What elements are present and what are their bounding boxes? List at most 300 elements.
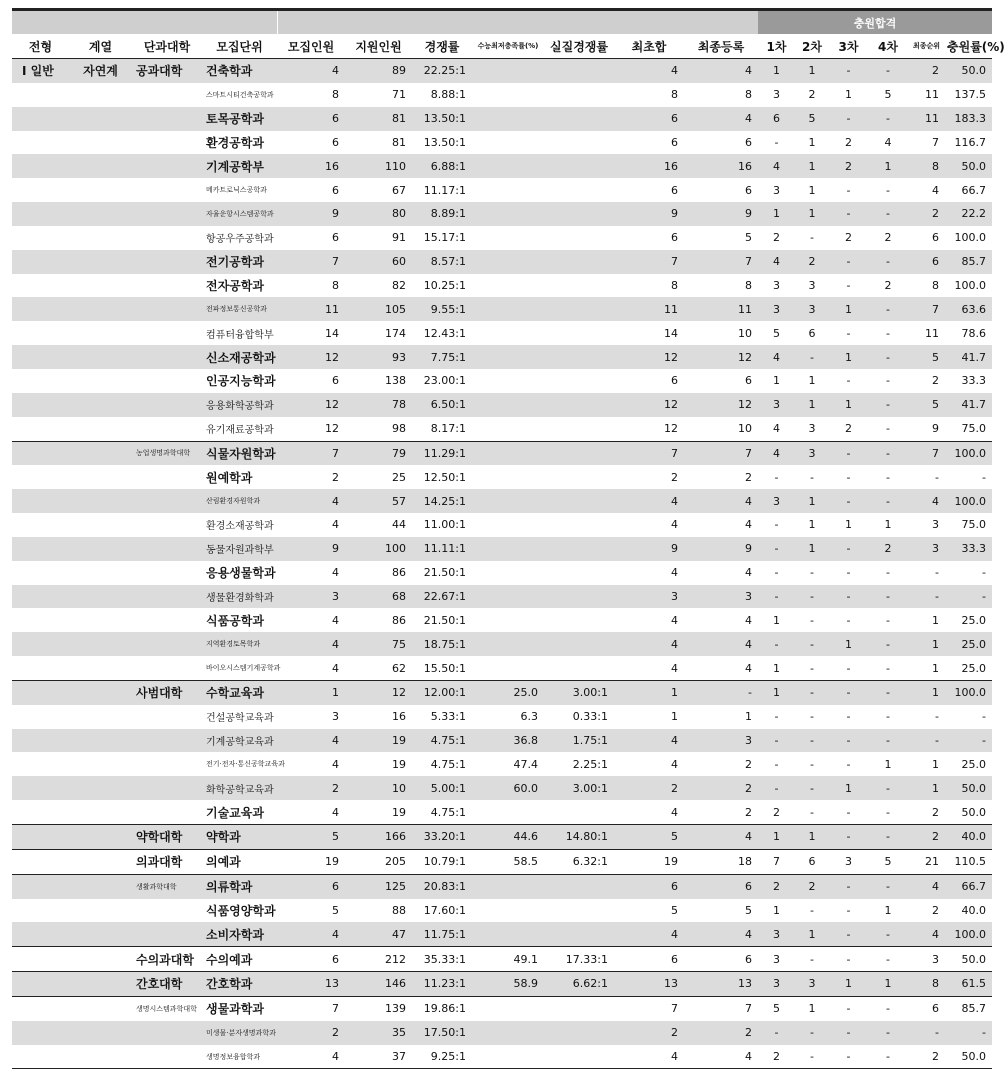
col-field-cell xyxy=(69,393,132,417)
col-college-header: 단과대학 xyxy=(132,34,202,59)
col-csat-rate-cell xyxy=(472,608,544,632)
col-fill-rate-cell: 75.0 xyxy=(961,422,987,436)
col-quota-cell: 9 xyxy=(277,537,345,561)
col-csat-rate-cell xyxy=(472,107,544,131)
col-ratio-cell: 9.25:1 xyxy=(412,1045,472,1069)
col-unit-cell: 전파정보통신공학과 xyxy=(202,297,277,321)
col-round-4-cell: - xyxy=(886,374,890,388)
col-final-rank-cell: 5 xyxy=(908,393,945,417)
col-fill-rate-cell: 85.7 xyxy=(945,250,992,274)
col-first-pass-cell: 4 xyxy=(614,59,684,83)
col-applicants-cell: 35 xyxy=(345,1021,412,1045)
col-fill-rate-cell: 100.0 xyxy=(945,489,992,513)
col-real-ratio-cell: 0.33:1 xyxy=(572,710,608,724)
col-round-1-cell: 1 xyxy=(773,661,781,675)
col-fill-rate-cell: 33.3 xyxy=(945,537,992,561)
col-fill-rate-cell: 41.7 xyxy=(945,393,992,417)
col-college-cell xyxy=(132,899,202,923)
col-field-cell xyxy=(69,776,132,800)
col-real-ratio-cell xyxy=(544,656,614,680)
table-row xyxy=(12,632,992,656)
col-quota-cell: 4 xyxy=(332,613,339,627)
col-field-cell xyxy=(69,922,132,946)
col-ratio-cell: 12.50:1 xyxy=(423,470,466,484)
col-round-3-cell: - xyxy=(829,250,868,274)
col-college-cell xyxy=(132,154,202,178)
col-final-reg-cell: 4 xyxy=(745,566,753,580)
col-quota-cell: 19 xyxy=(277,849,345,874)
col-round-4-header: 4차 xyxy=(868,34,908,59)
col-round-1-cell: - xyxy=(758,729,795,753)
col-track-cell xyxy=(12,899,69,923)
col-round-3-cell: - xyxy=(829,202,868,226)
col-ratio-cell: 21.50:1 xyxy=(423,613,466,627)
col-fill-rate-cell: 66.7 xyxy=(961,183,987,197)
table-row xyxy=(12,274,992,298)
col-track-cell xyxy=(12,680,69,704)
col-real-ratio-cell xyxy=(544,489,614,513)
table-row xyxy=(12,59,992,83)
col-final-reg-cell: 3 xyxy=(684,585,758,609)
col-real-ratio-cell xyxy=(544,59,614,83)
col-field-cell xyxy=(69,585,132,609)
col-round-2-cell: 1 xyxy=(795,393,829,417)
col-round-2-cell: - xyxy=(795,1045,829,1069)
col-first-pass-cell: 6 xyxy=(671,374,678,388)
col-round-3-cell: - xyxy=(846,805,851,819)
col-round-1-cell: 2 xyxy=(758,1045,795,1069)
col-real-ratio-cell xyxy=(544,393,614,417)
col-field-cell xyxy=(69,321,132,345)
col-college-cell: 간호대학 xyxy=(132,972,202,997)
col-round-2-cell: 2 xyxy=(795,874,829,898)
col-unit-cell: 생명정보융합학과 xyxy=(202,1045,277,1069)
col-applicants-cell: 105 xyxy=(345,297,412,321)
col-applicants-header: 지원인원 xyxy=(345,34,412,59)
col-unit-cell: 건설공학교육과 xyxy=(206,713,274,725)
col-final-rank-cell: 11 xyxy=(908,107,945,131)
col-final-reg-cell: 4 xyxy=(684,59,758,83)
col-first-pass-cell: 9 xyxy=(614,202,684,226)
col-round-2-cell: - xyxy=(810,470,814,484)
col-round-4-cell: - xyxy=(868,825,908,850)
col-final-reg-cell: 7 xyxy=(684,996,758,1020)
col-csat-rate-cell xyxy=(472,393,544,417)
col-first-pass-cell: 4 xyxy=(614,729,684,753)
col-final-reg-cell: - xyxy=(684,680,758,704)
col-round-2-cell: 2 xyxy=(808,88,816,102)
col-final-reg-cell: 4 xyxy=(684,489,758,513)
col-round-4-cell: - xyxy=(868,680,908,704)
col-final-reg-cell: 13 xyxy=(684,972,758,997)
col-fill-rate-cell: 40.0 xyxy=(961,903,987,917)
col-final-rank-cell: 2 xyxy=(908,1045,945,1069)
col-final-rank-cell: 1 xyxy=(908,680,945,704)
col-csat-rate-cell xyxy=(472,996,544,1020)
col-college-cell xyxy=(132,561,202,585)
col-first-pass-cell: 8 xyxy=(671,279,678,293)
col-fill-rate-cell: - xyxy=(945,1021,992,1045)
col-ratio-cell: 6.88:1 xyxy=(412,154,472,178)
col-final-reg-header: 최종등록 xyxy=(684,34,758,59)
col-field-cell xyxy=(69,849,132,874)
col-round-1-cell: - xyxy=(758,776,795,800)
col-applicants-cell: 78 xyxy=(345,393,412,417)
col-csat-rate-cell xyxy=(472,585,544,609)
col-ratio-cell: 6.50:1 xyxy=(412,393,472,417)
col-unit-cell: 기술교육과 xyxy=(206,805,264,820)
col-quota-cell: 2 xyxy=(332,470,339,484)
col-round-4-cell: - xyxy=(886,661,890,675)
col-track-cell xyxy=(12,849,69,874)
col-csat-rate-cell xyxy=(472,489,544,513)
col-track-cell xyxy=(12,996,69,1020)
col-field-cell xyxy=(69,632,132,656)
col-college-cell: 사범대학 xyxy=(132,680,202,704)
table-row xyxy=(12,972,992,997)
col-first-pass-cell: 4 xyxy=(671,613,678,627)
col-quota-cell: 1 xyxy=(277,680,345,704)
col-college-cell xyxy=(132,107,202,131)
col-csat-rate-cell xyxy=(472,513,544,537)
col-real-ratio-cell xyxy=(544,83,614,107)
col-round-1-cell: 3 xyxy=(773,88,781,102)
col-csat-rate-cell xyxy=(472,83,544,107)
col-unit-cell: 기계공학부 xyxy=(202,154,277,178)
col-real-ratio-cell: 1.75:1 xyxy=(544,729,614,753)
col-round-1-cell: 1 xyxy=(758,680,795,704)
col-applicants-cell: 89 xyxy=(345,59,412,83)
col-round-3-cell: 1 xyxy=(829,345,868,369)
col-ratio-cell: 11.75:1 xyxy=(412,922,472,946)
col-final-reg-cell: 4 xyxy=(684,1045,758,1069)
col-final-rank-cell: 2 xyxy=(908,59,945,83)
col-unit-cell: 바이오시스템기계공학과 xyxy=(206,664,281,673)
col-round-4-cell: - xyxy=(868,922,908,946)
group-header-row xyxy=(12,10,992,35)
col-real-ratio-cell xyxy=(544,874,614,898)
col-final-rank-cell: 2 xyxy=(932,903,940,917)
col-first-pass-cell: 11 xyxy=(614,297,684,321)
col-round-2-cell: 1 xyxy=(795,537,829,561)
col-round-2-cell: - xyxy=(795,680,829,704)
col-unit-cell: 컴퓨터융합학부 xyxy=(206,329,274,341)
col-ratio-cell: 22.67:1 xyxy=(412,585,472,609)
col-round-4-cell: - xyxy=(868,776,908,800)
col-first-pass-cell: 8 xyxy=(671,88,678,102)
group-header-blank-left xyxy=(12,10,277,35)
table-row xyxy=(12,83,992,107)
col-round-3-cell: - xyxy=(829,825,868,850)
col-final-rank-cell: 8 xyxy=(908,154,945,178)
col-round-3-cell: - xyxy=(829,1021,868,1045)
col-round-2-cell: 1 xyxy=(808,135,816,149)
col-quota-cell: 9 xyxy=(277,202,345,226)
col-round-3-cell: 2 xyxy=(845,135,853,149)
col-field-cell xyxy=(69,996,132,1020)
col-unit-cell: 건축학과 xyxy=(202,59,277,83)
col-track-cell xyxy=(12,202,69,226)
col-first-pass-cell: 6 xyxy=(671,183,678,197)
col-track-cell xyxy=(12,321,69,345)
col-first-pass-cell: 6 xyxy=(614,874,684,898)
col-college-cell xyxy=(132,465,202,489)
col-round-1-cell: 1 xyxy=(773,903,781,917)
col-real-ratio-header: 실질경쟁률 xyxy=(544,34,614,59)
col-final-rank-cell: 2 xyxy=(932,374,940,388)
col-round-3-cell: - xyxy=(846,470,851,484)
col-track-cell: I 일반 xyxy=(12,59,69,83)
col-round-3-cell: 1 xyxy=(829,297,868,321)
col-applicants-cell: 81 xyxy=(392,135,406,149)
col-round-2-cell: - xyxy=(810,710,814,724)
col-college-cell xyxy=(132,537,202,561)
col-track-cell xyxy=(12,561,69,585)
col-round-2-cell: - xyxy=(810,805,814,819)
col-round-2-cell: - xyxy=(795,632,829,656)
col-round-1-cell: 1 xyxy=(758,202,795,226)
col-college-cell xyxy=(132,250,202,274)
col-first-pass-cell: 2 xyxy=(671,470,678,484)
col-field-cell xyxy=(69,465,132,489)
col-final-reg-cell: 4 xyxy=(684,107,758,131)
col-first-pass-cell: 7 xyxy=(614,996,684,1020)
col-applicants-cell: 44 xyxy=(392,518,406,532)
col-final-rank-cell: 2 xyxy=(932,805,940,819)
col-real-ratio-cell xyxy=(544,178,614,202)
col-ratio-cell: 10.25:1 xyxy=(423,279,466,293)
col-csat-rate-cell xyxy=(472,632,544,656)
col-final-reg-cell: 4 xyxy=(745,518,753,532)
col-track-cell xyxy=(12,369,69,393)
col-unit-cell: 기계공학교육과 xyxy=(202,729,277,753)
col-applicants-cell: 80 xyxy=(345,202,412,226)
col-first-pass-cell: 1 xyxy=(671,710,678,724)
col-round-4-cell: - xyxy=(868,729,908,753)
col-first-pass-cell: 4 xyxy=(671,757,678,771)
col-fill-rate-cell: 78.6 xyxy=(961,326,987,340)
col-round-4-cell: - xyxy=(868,59,908,83)
col-final-reg-cell: 2 xyxy=(745,757,753,771)
col-real-ratio-cell xyxy=(544,899,614,923)
col-quota-cell: 4 xyxy=(277,922,345,946)
col-fill-rate-cell: 50.0 xyxy=(961,805,987,819)
col-unit-cell: 식물자원학과 xyxy=(202,441,277,465)
col-final-rank-cell: 7 xyxy=(908,297,945,321)
col-ratio-cell: 8.17:1 xyxy=(430,422,466,436)
table-row xyxy=(12,537,992,561)
col-unit-cell: 의예과 xyxy=(202,849,277,874)
col-final-reg-cell: 2 xyxy=(684,776,758,800)
col-fill-rate-cell: 50.0 xyxy=(945,59,992,83)
col-ratio-cell: 13.50:1 xyxy=(423,135,466,149)
col-round-4-cell: - xyxy=(886,566,890,580)
col-college-cell: 공과대학 xyxy=(132,59,202,83)
col-unit-header: 모집단위 xyxy=(202,34,277,59)
col-college-cell xyxy=(132,345,202,369)
col-ratio-cell: 17.50:1 xyxy=(412,1021,472,1045)
col-applicants-cell: 10 xyxy=(345,776,412,800)
col-csat-rate-cell xyxy=(472,59,544,83)
col-field-cell: 자연계 xyxy=(69,59,132,83)
col-quota-cell: 12 xyxy=(277,393,345,417)
col-final-rank-cell: 21 xyxy=(908,849,945,874)
col-round-2-cell: 2 xyxy=(795,250,829,274)
col-round-4-cell: 1 xyxy=(884,518,892,532)
supplementary-admission-group-title: 충원합격 xyxy=(758,10,992,35)
col-final-reg-cell: 4 xyxy=(745,613,753,627)
col-unit-cell: 간호학과 xyxy=(202,972,277,997)
col-ratio-cell: 12.00:1 xyxy=(412,680,472,704)
col-unit-cell: 지역환경토목학과 xyxy=(202,632,277,656)
col-field-cell xyxy=(69,729,132,753)
col-field-cell xyxy=(69,752,132,776)
col-round-2-cell: - xyxy=(810,231,814,245)
col-first-pass-cell: 2 xyxy=(614,1021,684,1045)
col-final-rank-cell: - xyxy=(908,585,945,609)
col-final-rank-cell: 3 xyxy=(908,947,945,972)
col-fill-rate-cell: 61.5 xyxy=(945,972,992,997)
col-unit-cell: 생물환경화학과 xyxy=(202,585,277,609)
col-unit-cell: 소비자학과 xyxy=(202,922,277,946)
col-round-3-cell: - xyxy=(846,757,851,771)
col-quota-header: 모집인원 xyxy=(277,34,345,59)
col-round-1-cell: - xyxy=(758,1021,795,1045)
col-applicants-cell: 37 xyxy=(345,1045,412,1069)
col-final-reg-cell: 11 xyxy=(684,297,758,321)
col-first-pass-cell: 6 xyxy=(614,947,684,972)
col-round-4-cell: 2 xyxy=(884,231,892,245)
col-final-rank-cell: 6 xyxy=(932,231,940,245)
col-fill-rate-cell: 25.0 xyxy=(961,613,987,627)
col-unit-cell: 화학공학교육과 xyxy=(202,776,277,800)
col-round-2-header: 2차 xyxy=(795,34,829,59)
col-round-4-cell: - xyxy=(868,107,908,131)
col-final-rank-cell: 6 xyxy=(908,250,945,274)
col-college-cell xyxy=(132,297,202,321)
column-header-row xyxy=(12,34,992,59)
col-final-reg-cell: 6 xyxy=(745,183,753,197)
table-row xyxy=(12,561,992,585)
col-college-cell xyxy=(132,1045,202,1069)
col-round-4-cell: 5 xyxy=(884,88,892,102)
col-ratio-cell: 15.17:1 xyxy=(423,231,466,245)
col-round-2-cell: - xyxy=(795,729,829,753)
col-quota-cell: 4 xyxy=(332,518,339,532)
col-real-ratio-cell xyxy=(544,154,614,178)
col-round-1-cell: 4 xyxy=(758,154,795,178)
col-round-4-cell: 1 xyxy=(884,903,892,917)
table-row xyxy=(12,154,992,178)
col-unit-cell: 환경소재공학과 xyxy=(206,521,274,533)
col-fill-rate-cell: 25.0 xyxy=(945,632,992,656)
col-track-cell xyxy=(12,656,69,680)
col-unit-cell: 스마트시티건축공학과 xyxy=(206,90,274,99)
col-ratio-cell: 11.11:1 xyxy=(412,537,472,561)
col-track-cell xyxy=(12,1021,69,1045)
col-ratio-cell: 22.25:1 xyxy=(412,59,472,83)
col-applicants-cell: 67 xyxy=(392,183,406,197)
col-final-reg-cell: 16 xyxy=(684,154,758,178)
col-real-ratio-cell: 3.00:1 xyxy=(544,680,614,704)
table-row xyxy=(12,899,992,923)
col-field-cell xyxy=(69,680,132,704)
col-round-1-cell: 3 xyxy=(758,393,795,417)
col-track-cell xyxy=(12,874,69,898)
col-round-4-cell: - xyxy=(886,710,890,724)
col-quota-cell: 11 xyxy=(277,297,345,321)
col-applicants-cell: 93 xyxy=(345,345,412,369)
col-fill-rate-cell: 40.0 xyxy=(945,825,992,850)
col-fill-rate-cell: 22.2 xyxy=(945,202,992,226)
col-ratio-header: 경쟁률 xyxy=(412,34,472,59)
col-csat-rate-cell: 44.6 xyxy=(472,825,544,850)
col-final-reg-cell: 7 xyxy=(684,441,758,465)
col-round-1-cell: 2 xyxy=(773,805,781,819)
col-round-3-cell: - xyxy=(846,279,851,293)
col-ratio-cell: 35.33:1 xyxy=(412,947,472,972)
col-final-rank-cell: 1 xyxy=(908,776,945,800)
col-ratio-cell: 11.29:1 xyxy=(412,441,472,465)
col-round-4-cell: - xyxy=(868,996,908,1020)
col-round-4-cell: - xyxy=(868,947,908,972)
table-row xyxy=(12,297,992,321)
col-fill-rate-cell: 100.0 xyxy=(945,441,992,465)
col-unit-cell: 자율운항시스템공학과 xyxy=(202,202,277,226)
table-row xyxy=(12,585,992,609)
col-final-rank-cell: 4 xyxy=(908,489,945,513)
table-row xyxy=(12,202,992,226)
col-track-cell xyxy=(12,465,69,489)
col-unit-cell: 토목공학과 xyxy=(202,107,277,131)
col-round-2-cell: 1 xyxy=(808,374,816,388)
col-first-pass-cell: 4 xyxy=(671,518,678,532)
col-csat-rate-cell xyxy=(472,202,544,226)
table-row xyxy=(12,776,992,800)
col-round-1-cell: 3 xyxy=(758,947,795,972)
col-round-3-cell: - xyxy=(829,874,868,898)
col-track-cell xyxy=(12,154,69,178)
col-final-rank-cell: 3 xyxy=(932,518,940,532)
col-field-cell xyxy=(69,441,132,465)
col-fill-rate-cell: 41.7 xyxy=(945,345,992,369)
col-track-cell xyxy=(12,537,69,561)
col-quota-cell: 5 xyxy=(332,903,339,917)
col-field-cell xyxy=(69,1021,132,1045)
col-round-3-header: 3차 xyxy=(829,34,868,59)
col-ratio-cell: 8.88:1 xyxy=(430,88,466,102)
admission-results-table-wrapper xyxy=(12,8,1005,1069)
col-quota-cell: 6 xyxy=(277,947,345,972)
col-college-cell: 생명시스템과학대학 xyxy=(132,996,202,1020)
col-quota-cell: 4 xyxy=(277,59,345,83)
col-round-1-cell: 5 xyxy=(773,326,781,340)
col-real-ratio-cell xyxy=(544,632,614,656)
col-round-4-cell: - xyxy=(868,874,908,898)
col-round-2-cell: 1 xyxy=(795,154,829,178)
col-round-3-cell: 2 xyxy=(845,231,853,245)
col-final-rank-cell: 2 xyxy=(908,825,945,850)
col-ratio-cell: 11.23:1 xyxy=(412,972,472,997)
col-real-ratio-cell xyxy=(544,465,614,489)
col-ratio-cell: 4.75:1 xyxy=(430,757,466,771)
col-unit-cell: 원예학과 xyxy=(206,470,253,485)
col-real-ratio-cell xyxy=(544,274,614,298)
col-final-reg-cell: 4 xyxy=(745,661,753,675)
col-field-cell xyxy=(69,1045,132,1069)
col-round-4-cell: - xyxy=(868,441,908,465)
col-round-4-cell: 5 xyxy=(868,849,908,874)
